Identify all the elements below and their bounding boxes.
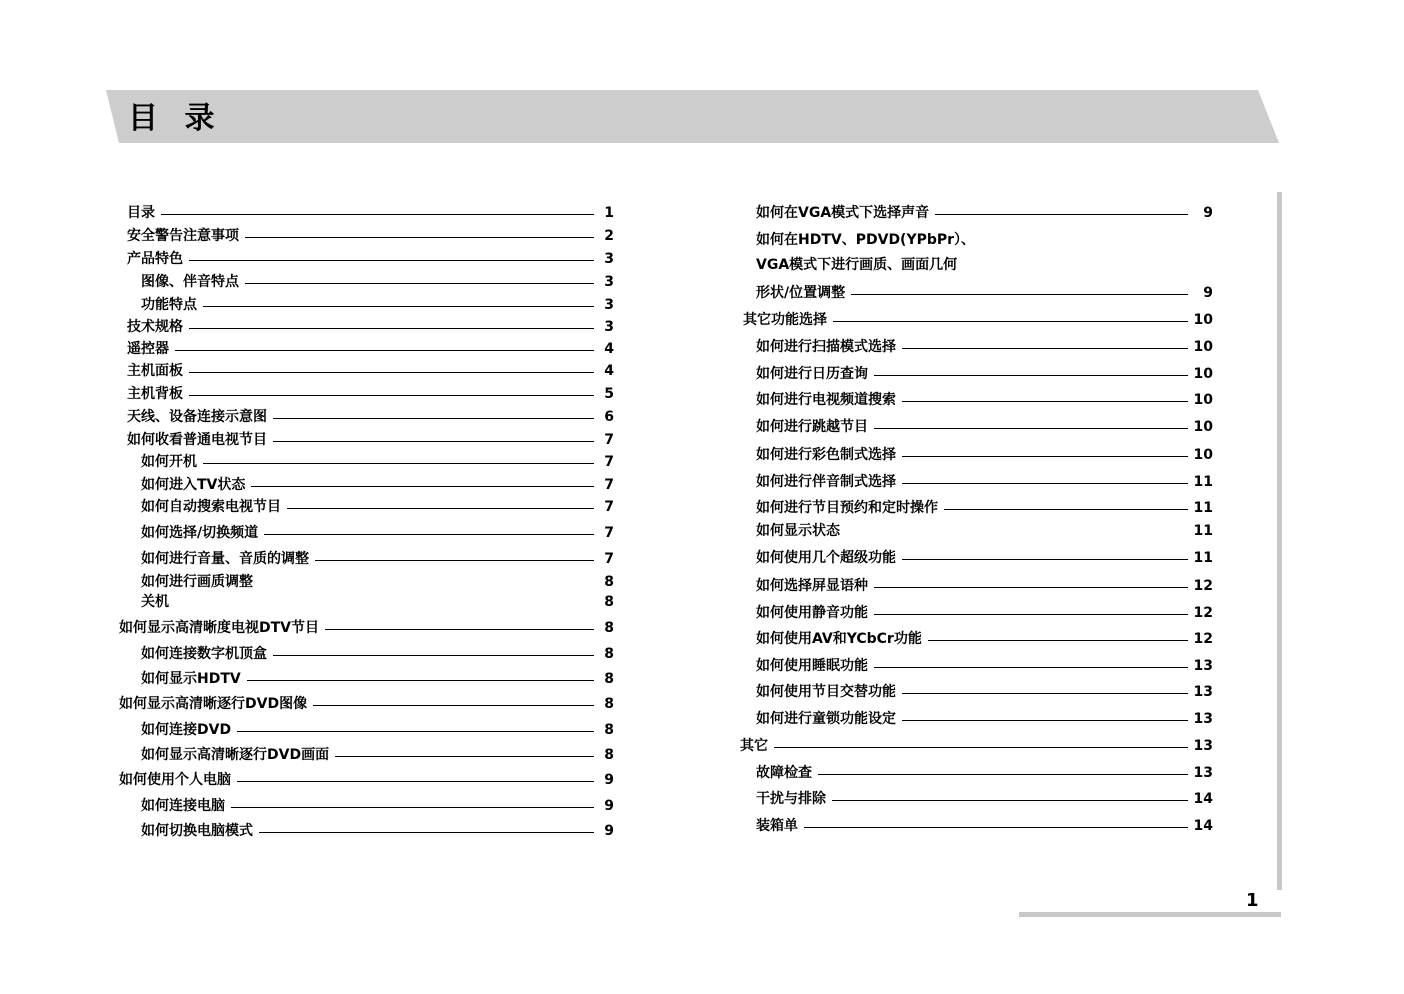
toc-entry-label: 如何在HDTV、PDVD(YPbPr）、 [756, 230, 981, 250]
toc-leader-line [756, 774, 1188, 775]
toc-entry-label: 产品特色 [127, 249, 189, 269]
toc-entry-page: 10 [1193, 447, 1213, 463]
toc-entry-page: 6 [604, 409, 614, 425]
toc-entry [756, 230, 1213, 250]
toc-entry-page: 2 [604, 228, 614, 244]
toc-entry-label: 其它 [740, 736, 774, 756]
toc-entry [756, 417, 1213, 437]
toc-entry-page: 9 [604, 798, 614, 814]
toc-entry-label: 如何使用节目交替功能 [756, 682, 902, 702]
toc-entry-page: 4 [604, 341, 614, 357]
toc-entry-label: 关机 [141, 592, 175, 612]
toc-entry-label: 如何在VGA模式下选择声音 [756, 203, 935, 223]
toc-entry-page: 9 [604, 823, 614, 839]
toc-entry-label: 如何连接电脑 [141, 796, 231, 816]
toc-entry-page: 3 [604, 251, 614, 267]
toc-entry-page: 13 [1193, 658, 1213, 674]
toc-entry-page: 9 [1203, 285, 1213, 301]
toc-entry-label: 如何连接DVD [141, 720, 237, 740]
toc-entry-label: 如何开机 [141, 452, 203, 472]
toc-entry-page: 13 [1193, 684, 1213, 700]
toc-entry [756, 656, 1213, 676]
toc-entry-label: 如何显示高清晰逐行DVD图像 [119, 694, 313, 714]
toc-entry-label: 如何进入TV状态 [141, 475, 251, 495]
toc-entry-label: 如何使用个人电脑 [119, 770, 237, 790]
toc-entry [756, 255, 1213, 275]
toc-entry-label: 如何显示高清晰度电视DTV节目 [119, 618, 325, 638]
toc-entry-page: 10 [1193, 339, 1213, 355]
toc-entry-label: 如何使用静音功能 [756, 603, 874, 623]
toc-entry-page: 4 [604, 363, 614, 379]
toc-entry-page: 14 [1193, 818, 1213, 834]
toc-entry-page: 3 [604, 297, 614, 313]
toc-entry-label: 技术规格 [127, 317, 189, 337]
toc-entry-page: 11 [1193, 500, 1213, 516]
toc-entry [756, 390, 1213, 410]
toc-entry-label: 安全警告注意事项 [127, 226, 245, 246]
toc-entry-label: 其它功能选择 [743, 310, 833, 330]
toc-entry-label: 如何使用几个超级功能 [756, 548, 902, 568]
toc-entry-label: 如何显示HDTV [141, 669, 247, 689]
toc-entry-page: 8 [604, 671, 614, 687]
toc-entry [756, 548, 1213, 568]
page-number: 1 [1246, 890, 1259, 911]
toc-entry-label: 如何自动搜索电视节目 [141, 497, 287, 517]
toc-entry [756, 498, 1213, 518]
toc-entry [756, 472, 1213, 492]
toc-entry-label: 如何使用AV和YCbCr功能 [756, 629, 928, 649]
toc-entry-label: 如何切换电脑模式 [141, 821, 259, 841]
toc-entry-label: 如何进行日历查询 [756, 364, 874, 384]
toc-entry [756, 283, 1213, 303]
toc-entry-label: 如何进行电视频道搜索 [756, 390, 902, 410]
footer-rule [1019, 912, 1281, 917]
toc-entry-page: 13 [1193, 765, 1213, 781]
toc-entry-page: 11 [1193, 550, 1213, 566]
toc-entry-page: 7 [604, 499, 614, 515]
toc-entry [740, 736, 1213, 756]
toc-entry-page: 7 [604, 525, 614, 541]
toc-entry-page: 13 [1193, 711, 1213, 727]
toc-entry-page: 13 [1193, 738, 1213, 754]
toc-entry-page: 5 [604, 386, 614, 402]
toc-entry-page: 8 [604, 620, 614, 636]
toc-entry-label: 主机面板 [127, 361, 189, 381]
toc-entry-page: 10 [1193, 419, 1213, 435]
toc-entry-page: 8 [604, 574, 614, 590]
toc-leader-line [740, 747, 1188, 748]
toc-entry-label: 主机背板 [127, 384, 189, 404]
toc-entry-label: 如何进行彩色制式选择 [756, 445, 902, 465]
toc-entry-page: 12 [1193, 631, 1213, 647]
toc-entry-label: 如何使用睡眠功能 [756, 656, 874, 676]
toc-entry [756, 709, 1213, 729]
toc-entry-label: 遥控器 [127, 339, 175, 359]
toc-entry-label: 如何显示状态 [756, 521, 846, 541]
toc-entry-page: 11 [1193, 474, 1213, 490]
toc-entry [756, 576, 1213, 596]
toc-entry [756, 763, 1213, 783]
toc-entry-label: 如何选择屏显语种 [756, 576, 874, 596]
toc-entry-page: 9 [1203, 205, 1213, 221]
toc-entry-page: 8 [604, 722, 614, 738]
toc-entry-page: 8 [604, 646, 614, 662]
toc-entry [756, 629, 1213, 649]
toc-entry-label: 如何进行音量、音质的调整 [141, 549, 315, 569]
toc-entry-label: VGA模式下进行画质、画面几何 [756, 255, 963, 275]
page-title: 目 录 [128, 101, 223, 136]
toc-entry-page: 10 [1193, 312, 1213, 328]
toc-entry-label: 如何进行童锁功能设定 [756, 709, 902, 729]
toc-entry [756, 337, 1213, 357]
toc-entry-page: 7 [604, 454, 614, 470]
toc-entry-label: 如何进行扫描模式选择 [756, 337, 902, 357]
toc-entry-page: 9 [604, 772, 614, 788]
toc-entry-label: 如何进行跳越节目 [756, 417, 874, 437]
toc-leader-line [756, 827, 1188, 828]
toc-entry [756, 603, 1213, 623]
toc-entry-page: 10 [1193, 392, 1213, 408]
toc-entry [756, 203, 1213, 223]
toc-entry [756, 521, 1213, 541]
toc-entry-label: 如何显示高清晰逐行DVD画面 [141, 745, 335, 765]
toc-entry-page: 8 [604, 747, 614, 763]
toc-entry [756, 682, 1213, 702]
toc-entry-page: 12 [1193, 605, 1213, 621]
toc-entry-label: 故障检查 [756, 763, 818, 783]
toc-entry [756, 789, 1213, 809]
toc-entry-label: 装箱单 [756, 816, 804, 836]
toc-entry-label: 干扰与排除 [756, 789, 832, 809]
toc-entry [756, 816, 1213, 836]
toc-entry-label: 如何进行伴音制式选择 [756, 472, 902, 492]
toc-entry-page: 7 [604, 432, 614, 448]
toc-entry-label: 如何进行画质调整 [141, 572, 259, 592]
toc-entry-page: 7 [604, 551, 614, 567]
toc-entry-label: 如何收看普通电视节目 [127, 430, 273, 450]
toc-entry-label: 目录 [127, 203, 161, 223]
right-edge-rule [1277, 192, 1282, 890]
toc-entry-label: 图像、伴音特点 [141, 272, 245, 292]
toc-entry-page: 8 [604, 594, 614, 610]
toc-entry-page: 3 [604, 319, 614, 335]
toc-entry-label: 功能特点 [141, 295, 203, 315]
toc-entry [756, 445, 1213, 465]
toc-entry-label: 如何连接数字机顶盒 [141, 644, 273, 664]
toc-entry-label: 形状/位置调整 [756, 283, 851, 303]
toc-entry [756, 364, 1213, 384]
toc-entry-page: 1 [604, 205, 614, 221]
toc-entry-page: 7 [604, 477, 614, 493]
toc-entry-label: 天线、设备连接示意图 [127, 407, 273, 427]
toc-entry-page: 11 [1193, 523, 1213, 539]
toc-entry-page: 12 [1193, 578, 1213, 594]
toc-entry-page: 14 [1193, 791, 1213, 807]
toc-entry-page: 3 [604, 274, 614, 290]
toc-entry-page: 10 [1193, 366, 1213, 382]
toc-entry-label: 如何选择/切换频道 [141, 523, 264, 543]
toc-entry-page: 8 [604, 696, 614, 712]
toc-entry [743, 310, 1213, 330]
toc-entry-label: 如何进行节目预约和定时操作 [756, 498, 944, 518]
